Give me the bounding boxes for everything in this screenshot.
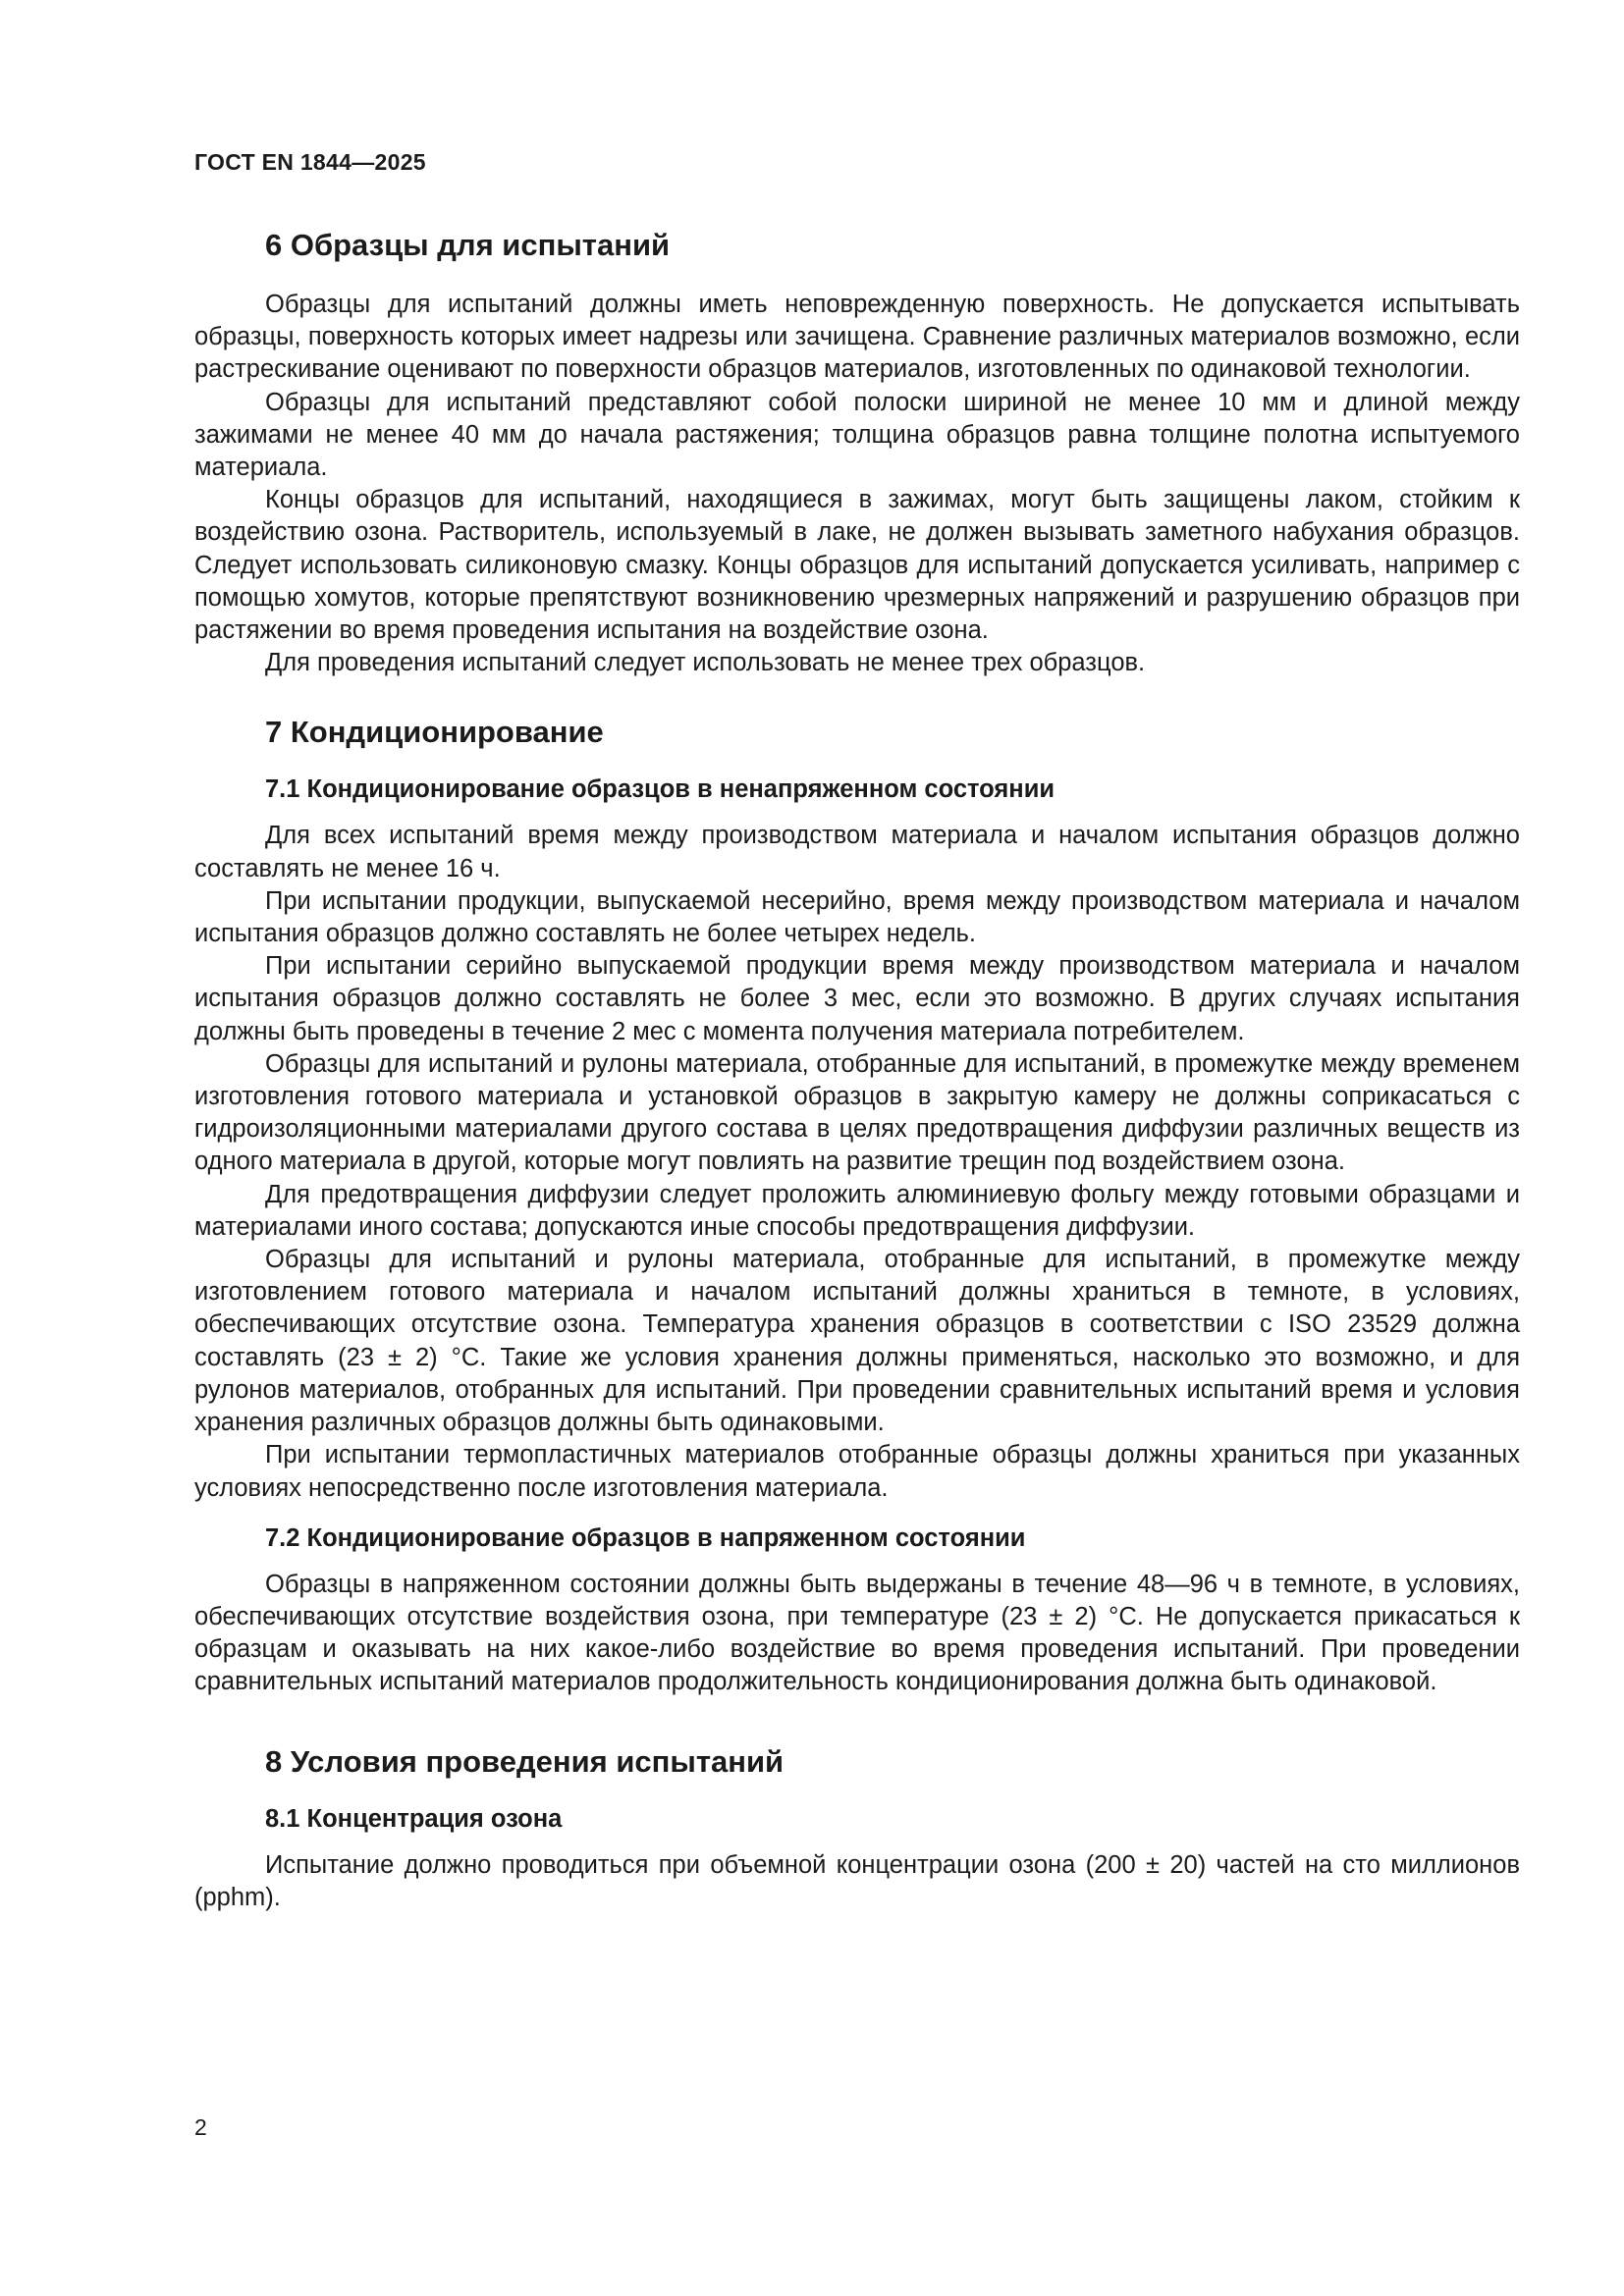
section-7-title: 7 Кондиционирование (265, 715, 604, 750)
page-number: 2 (194, 2114, 207, 2140)
subsection-8-1-paragraph: Испытание должно проводиться при объемной концентрации озона (200 ± 20) частей на сто миллионов (pphm). (194, 1850, 1520, 1911)
subsection-7-2-title: 7.2 Кондиционирование образцов в напряженном состоянии (265, 1523, 1026, 1552)
subsection-7-1-paragraph: При испытании серийно выпускаемой продукции время между производством материала и началом испытания образцов должно составлять не более 3 мес, если это возможно. В других случаях испытания должны быть проведены в течение 2 мес с момента получения материала потребителем. (194, 952, 1520, 1045)
subsection-7-1-paragraph: Образцы для испытаний и рулоны материала, отобранные для испытаний, в промежутке между изготовлением готового материала и началом испытаний должны храниться в темноте, в условиях, обеспечивающих отсутствие озона. Температура хранения образцов в соответствии с ISO 23529 должна составлять (23 ± 2) °С. Такие же условия хранения должны применяться, насколько это возможно, и для рулонов материалов, отобранных для испытаний. При проведении сравнительных испытаний время и условия хранения различных образцов должны быть одинаковыми. (194, 1246, 1520, 1437)
subsection-7-1-paragraph: При испытании термопластичных материалов отобранные образцы должны храниться при указанных условиях непосредственно после изготовления материала. (194, 1441, 1520, 1502)
section-6-title: 6 Образцы для испытаний (265, 228, 671, 262)
subsection-8-1-title: 8.1 Концентрация озона (265, 1804, 563, 1833)
subsection-7-1-paragraph: При испытании продукции, выпускаемой несерийно, время между производством материала и началом испытания образцов должно составлять не более четырех недель. (194, 886, 1520, 948)
subsection-7-2-paragraph: Образцы в напряженном состоянии должны быть выдержаны в течение 48—96 ч в темноте, в условиях, обеспечивающих отсутствие воздействия озона, при температуре (23 ± 2) °С. Не допускается прикасаться к образцам и оказывать на них какое-либо воздействие во время проведения испытаний. При проведении сравнительных испытаний материалов продолжительность кондиционирования должна быть одинаковой. (194, 1570, 1520, 1696)
subsection-7-1-paragraph: Образцы для испытаний и рулоны материала, отобранные для испытаний, в промежутке между временем изготовления готового материала и установкой образцов в закрытую камеру не должны соприкасаться с гидроизоляционными материалами другого состава в целях предотвращения диффузии различных веществ из одного материала в другой, которые могут повлиять на развитие трещин под воздействием озона. (194, 1049, 1520, 1176)
standard-header: ГОСТ EN 1844—2025 (194, 149, 426, 175)
subsection-7-1-paragraph: Для всех испытаний время между производством материала и началом испытания образцов должно составлять не менее 16 ч. (194, 822, 1520, 882)
section-6-paragraph: Концы образцов для испытаний, находящиеся в зажимах, могут быть защищены лаком, стойким к воздействию озона. Растворитель, используемый в лаке, не должен вызывать заметного набухания образцов. Следует использовать силиконовую смазку. Концы образцов для испытаний допускается усиливать, например с помощью хомутов, которые препятствуют возникновению чрезмерных напряжений и разрушению образцов при растяжении во время проведения испытания на воздействие озона. (194, 486, 1520, 645)
section-6-paragraph: Для проведения испытаний следует использовать не менее трех образцов. (265, 649, 1146, 677)
section-6-paragraph: Образцы для испытаний должны иметь неповрежденную поверхность. Не допускается испытывать образцы, поверхность которых имеет надрезы или зачищена. Сравнение различных материалов возможно, если растрескивание оценивают по поверхности образцов материалов, изготовленных по одинаковой технологии. (194, 291, 1520, 384)
subsection-7-1-paragraph: Для предотвращения диффузии следует проложить алюминиевую фольгу между готовыми образцами и материалами иного состава; допускаются иные способы предотвращения диффузии. (194, 1180, 1520, 1241)
section-8-title: 8 Условия проведения испытаний (265, 1743, 785, 1779)
subsection-7-1-title: 7.1 Кондиционирование образцов в ненапряженном состоянии (265, 775, 1056, 804)
section-6-paragraph: Образцы для испытаний представляют собой полоски шириной не менее 10 мм и длиной между зажимами не менее 40 мм до начала растяжения; толщина образцов равна толщине полотна испытуемого материала. (194, 388, 1520, 482)
document-body (194, 226, 1520, 1914)
